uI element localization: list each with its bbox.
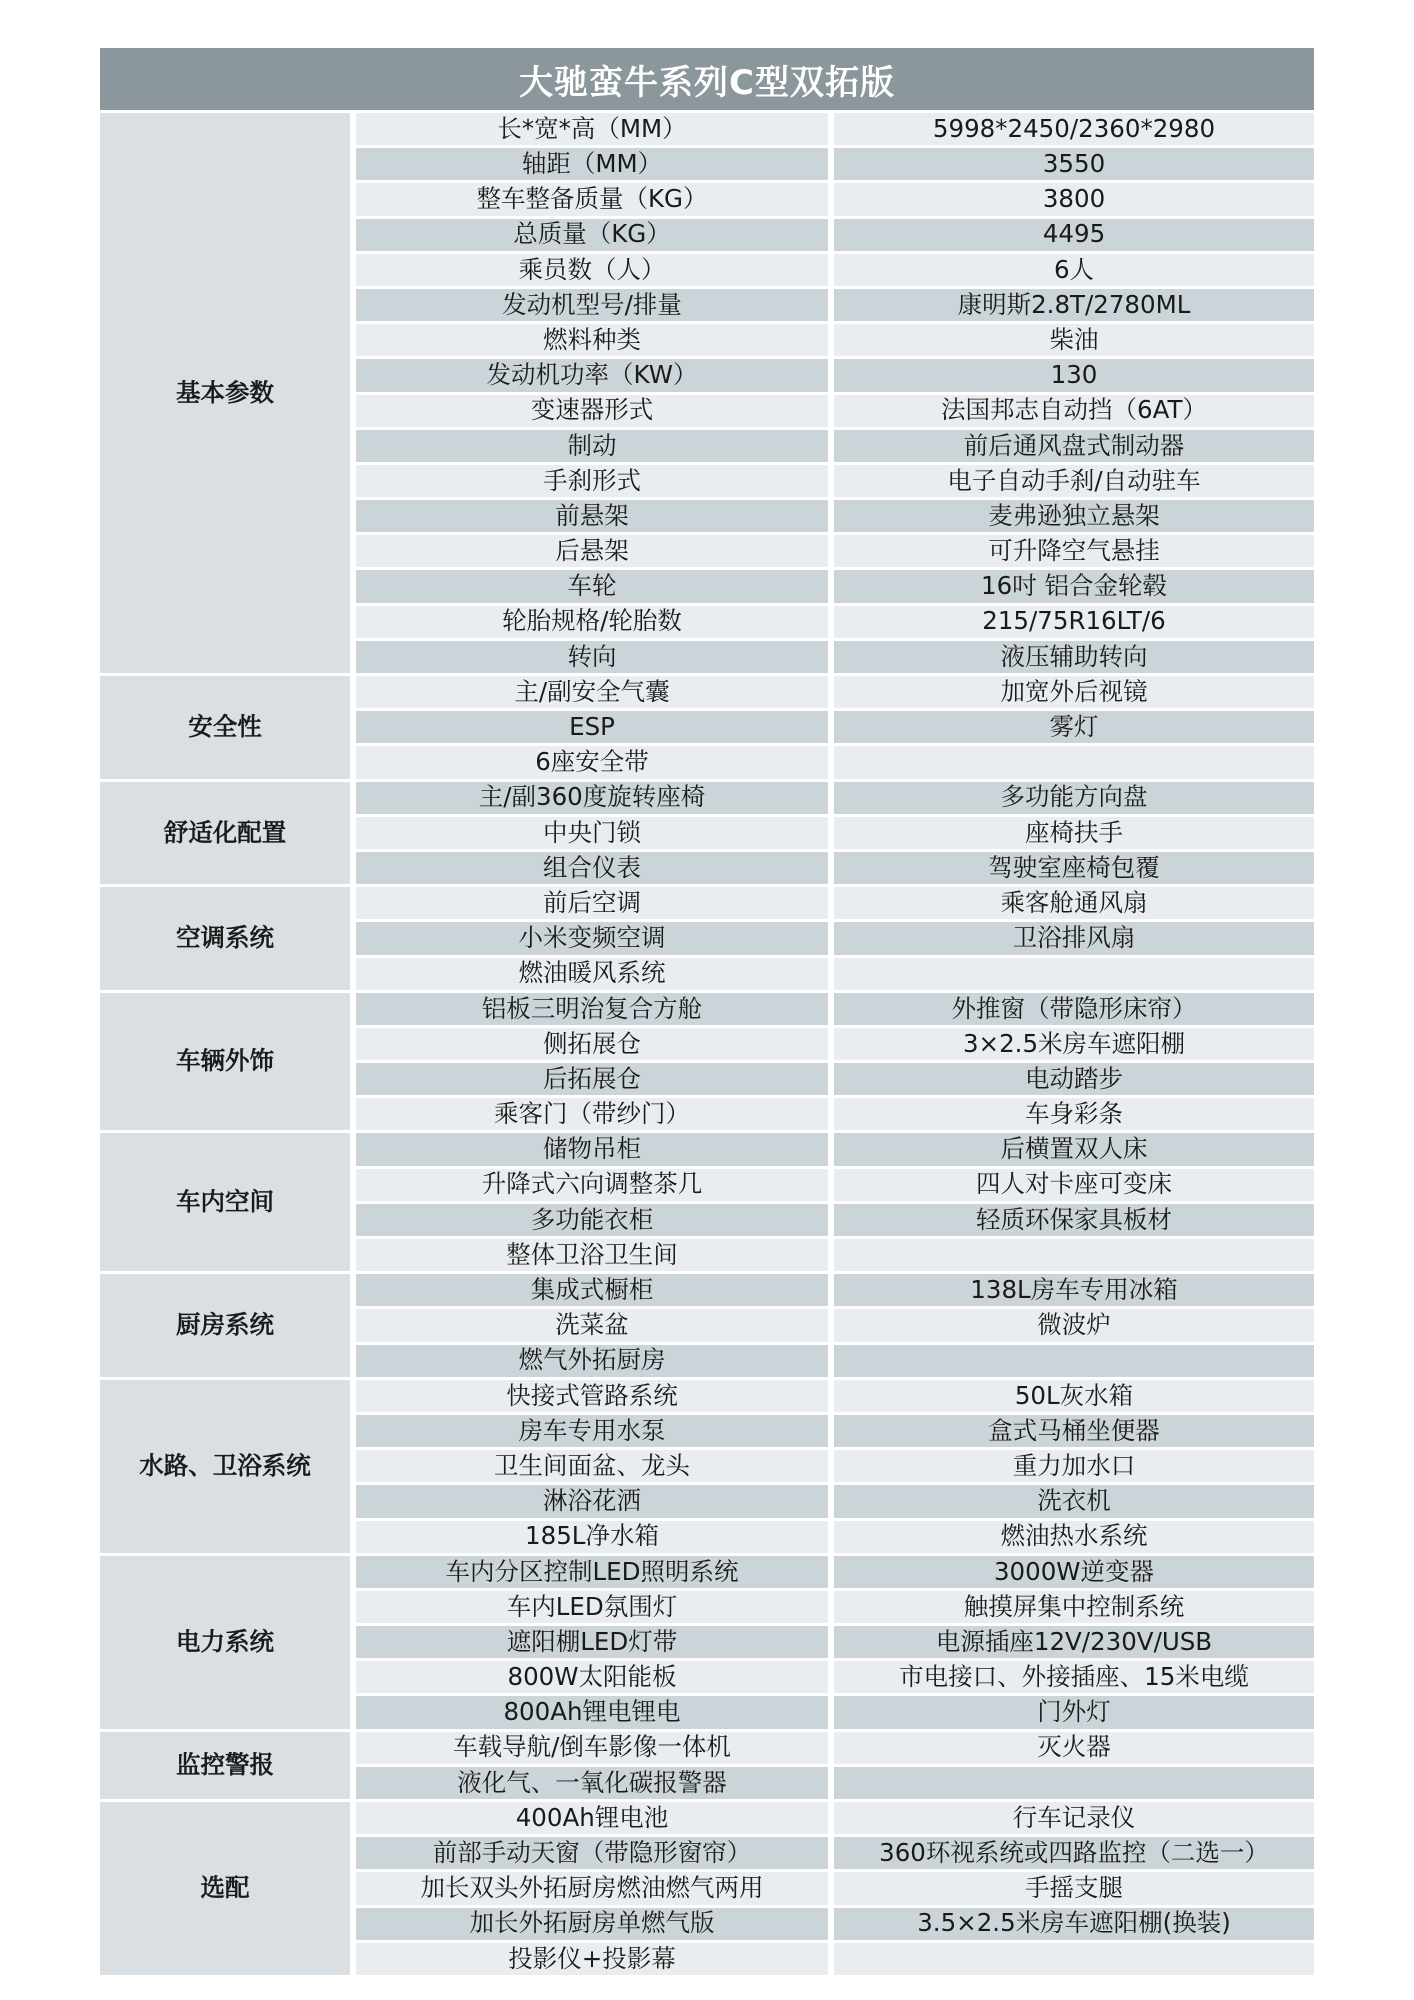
- spec-item-left: 投影仪+投影幕: [356, 1943, 828, 1975]
- spec-item-right: 3550: [834, 148, 1314, 180]
- spec-item-left: 液化气、一氧化碳报警器: [356, 1767, 828, 1799]
- spec-item-right: 轻质环保家具板材: [834, 1204, 1314, 1236]
- table-row: [100, 1556, 1314, 1588]
- spec-item-right: 行车记录仪: [834, 1802, 1314, 1834]
- spec-item-right: 可升降空气悬挂: [834, 535, 1314, 567]
- spec-item-right: 3800: [834, 183, 1314, 215]
- spec-item-right: 盒式马桶坐便器: [834, 1415, 1314, 1447]
- spec-item-left: 前悬架: [356, 500, 828, 532]
- spec-item-left: 前部手动天窗（带隐形窗帘）: [356, 1837, 828, 1869]
- spec-item-left: 6座安全带: [356, 746, 828, 778]
- table-row: [100, 782, 1314, 814]
- section-category: 厨房系统: [100, 1274, 350, 1377]
- spec-item-right: 前后通风盘式制动器: [834, 430, 1314, 462]
- section-category: 监控警报: [100, 1732, 350, 1799]
- spec-item-right: 16吋 铝合金轮毂: [834, 570, 1314, 602]
- spec-item-right: 3.5×2.5米房车遮阳棚(换装): [834, 1908, 1314, 1940]
- spec-item-right: [834, 1345, 1314, 1377]
- spec-item-left: 后拓展仓: [356, 1063, 828, 1095]
- spec-table: [100, 110, 1314, 1978]
- spec-item-right: 外推窗（带隐形床帘）: [834, 993, 1314, 1025]
- spec-sheet: [100, 48, 1314, 1978]
- spec-item-left: 燃料种类: [356, 324, 828, 356]
- section-category: 空调系统: [100, 887, 350, 990]
- spec-item-right: 3×2.5米房车遮阳棚: [834, 1028, 1314, 1060]
- spec-item-left: 前后空调: [356, 887, 828, 919]
- spec-item-left: 燃油暖风系统: [356, 958, 828, 990]
- spec-item-right: 雾灯: [834, 711, 1314, 743]
- spec-item-right: 门外灯: [834, 1696, 1314, 1728]
- spec-item-left: 整车整备质量（KG）: [356, 183, 828, 215]
- spec-item-right: 360环视系统或四路监控（二选一）: [834, 1837, 1314, 1869]
- spec-item-right: [834, 746, 1314, 778]
- spec-item-right: [834, 1239, 1314, 1271]
- spec-item-right: [834, 1943, 1314, 1975]
- spec-item-right: 市电接口、外接插座、15米电缆: [834, 1661, 1314, 1693]
- spec-item-left: 转向: [356, 641, 828, 673]
- section-category: 车辆外饰: [100, 993, 350, 1131]
- spec-item-right: 座椅扶手: [834, 817, 1314, 849]
- section-category: 水路、卫浴系统: [100, 1380, 350, 1553]
- spec-item-left: 车载导航/倒车影像一体机: [356, 1732, 828, 1764]
- spec-item-right: 液压辅助转向: [834, 641, 1314, 673]
- spec-item-left: 手刹形式: [356, 465, 828, 497]
- spec-item-left: 轮胎规格/轮胎数: [356, 606, 828, 638]
- spec-item-right: 微波炉: [834, 1309, 1314, 1341]
- spec-item-right: 3000W逆变器: [834, 1556, 1314, 1588]
- spec-item-left: 淋浴花洒: [356, 1485, 828, 1517]
- spec-item-left: 燃气外拓厨房: [356, 1345, 828, 1377]
- spec-item-right: 手摇支腿: [834, 1872, 1314, 1904]
- table-row: [100, 1732, 1314, 1764]
- spec-item-left: 铝板三明治复合方舱: [356, 993, 828, 1025]
- spec-item-left: 主/副安全气囊: [356, 676, 828, 708]
- spec-item-left: 制动: [356, 430, 828, 462]
- section-category: 车内空间: [100, 1133, 350, 1271]
- spec-item-left: 快接式管路系统: [356, 1380, 828, 1412]
- spec-item-left: 400Ah锂电池: [356, 1802, 828, 1834]
- spec-item-left: 乘员数（人）: [356, 254, 828, 286]
- spec-item-right: 后横置双人床: [834, 1133, 1314, 1165]
- spec-item-left: 轴距（MM）: [356, 148, 828, 180]
- spec-item-left: 乘客门（带纱门）: [356, 1098, 828, 1130]
- spec-item-left: 主/副360度旋转座椅: [356, 782, 828, 814]
- spec-item-right: 四人对卡座可变床: [834, 1169, 1314, 1201]
- spec-item-right: 触摸屏集中控制系统: [834, 1591, 1314, 1623]
- spec-item-left: 集成式橱柜: [356, 1274, 828, 1306]
- table-row: [100, 676, 1314, 708]
- spec-item-right: 50L灰水箱: [834, 1380, 1314, 1412]
- table-row: [100, 113, 1314, 145]
- spec-item-right: 138L房车专用冰箱: [834, 1274, 1314, 1306]
- section-category: 电力系统: [100, 1556, 350, 1729]
- spec-item-right: 燃油热水系统: [834, 1521, 1314, 1553]
- spec-item-right: 洗衣机: [834, 1485, 1314, 1517]
- spec-item-left: 加长外拓厨房单燃气版: [356, 1908, 828, 1940]
- spec-item-left: 整体卫浴卫生间: [356, 1239, 828, 1271]
- spec-item-right: [834, 958, 1314, 990]
- spec-item-left: 800W太阳能板: [356, 1661, 828, 1693]
- spec-item-right: 电源插座12V/230V/USB: [834, 1626, 1314, 1658]
- spec-item-left: 侧拓展仓: [356, 1028, 828, 1060]
- spec-item-right: 4495: [834, 219, 1314, 251]
- spec-item-left: 加长双头外拓厨房燃油燃气两用: [356, 1872, 828, 1904]
- spec-item-right: 215/75R16LT/6: [834, 606, 1314, 638]
- spec-item-left: 185L净水箱: [356, 1521, 828, 1553]
- spec-item-left: 总质量（KG）: [356, 219, 828, 251]
- spec-item-right: 灭火器: [834, 1732, 1314, 1764]
- spec-item-left: 储物吊柜: [356, 1133, 828, 1165]
- spec-item-left: ESP: [356, 711, 828, 743]
- spec-item-right: 乘客舱通风扇: [834, 887, 1314, 919]
- spec-item-left: 组合仪表: [356, 852, 828, 884]
- spec-item-right: 电动踏步: [834, 1063, 1314, 1095]
- spec-item-left: 车内分区控制LED照明系统: [356, 1556, 828, 1588]
- spec-item-left: 卫生间面盆、龙头: [356, 1450, 828, 1482]
- spec-item-left: 发动机功率（KW）: [356, 359, 828, 391]
- spec-item-right: 多功能方向盘: [834, 782, 1314, 814]
- spec-item-right: 康明斯2.8T/2780ML: [834, 289, 1314, 321]
- table-row: [100, 993, 1314, 1025]
- spec-item-left: 车轮: [356, 570, 828, 602]
- spec-item-right: 法国邦志自动挡（6AT）: [834, 395, 1314, 427]
- spec-item-left: 多功能衣柜: [356, 1204, 828, 1236]
- spec-item-right: 重力加水口: [834, 1450, 1314, 1482]
- section-category: 安全性: [100, 676, 350, 779]
- spec-item-left: 800Ah锂电锂电: [356, 1696, 828, 1728]
- table-row: [100, 887, 1314, 919]
- section-category: 基本参数: [100, 113, 350, 673]
- section-category: 舒适化配置: [100, 782, 350, 885]
- spec-item-right: 卫浴排风扇: [834, 922, 1314, 954]
- spec-item-right: 130: [834, 359, 1314, 391]
- table-row: [100, 1802, 1314, 1834]
- page-title: 大驰蛮牛系列C型双拓版: [100, 48, 1314, 110]
- spec-item-right: 驾驶室座椅包覆: [834, 852, 1314, 884]
- spec-item-left: 车内LED氛围灯: [356, 1591, 828, 1623]
- spec-item-left: 长*宽*高（MM）: [356, 113, 828, 145]
- spec-item-left: 升降式六向调整茶几: [356, 1169, 828, 1201]
- spec-item-right: 加宽外后视镜: [834, 676, 1314, 708]
- spec-item-left: 后悬架: [356, 535, 828, 567]
- table-row: [100, 1133, 1314, 1165]
- spec-item-left: 小米变频空调: [356, 922, 828, 954]
- spec-item-left: 洗菜盆: [356, 1309, 828, 1341]
- spec-item-right: 麦弗逊独立悬架: [834, 500, 1314, 532]
- spec-item-left: 变速器形式: [356, 395, 828, 427]
- spec-item-left: 遮阳棚LED灯带: [356, 1626, 828, 1658]
- spec-item-right: [834, 1767, 1314, 1799]
- spec-item-right: 电子自动手刹/自动驻车: [834, 465, 1314, 497]
- spec-item-left: 房车专用水泵: [356, 1415, 828, 1447]
- spec-item-right: 柴油: [834, 324, 1314, 356]
- spec-item-right: 6人: [834, 254, 1314, 286]
- table-row: [100, 1380, 1314, 1412]
- section-category: 选配: [100, 1802, 350, 1975]
- spec-item-right: 5998*2450/2360*2980: [834, 113, 1314, 145]
- spec-item-left: 中央门锁: [356, 817, 828, 849]
- spec-item-right: 车身彩条: [834, 1098, 1314, 1130]
- table-row: [100, 1274, 1314, 1306]
- spec-item-left: 发动机型号/排量: [356, 289, 828, 321]
- spec-table-body: [100, 113, 1314, 1975]
